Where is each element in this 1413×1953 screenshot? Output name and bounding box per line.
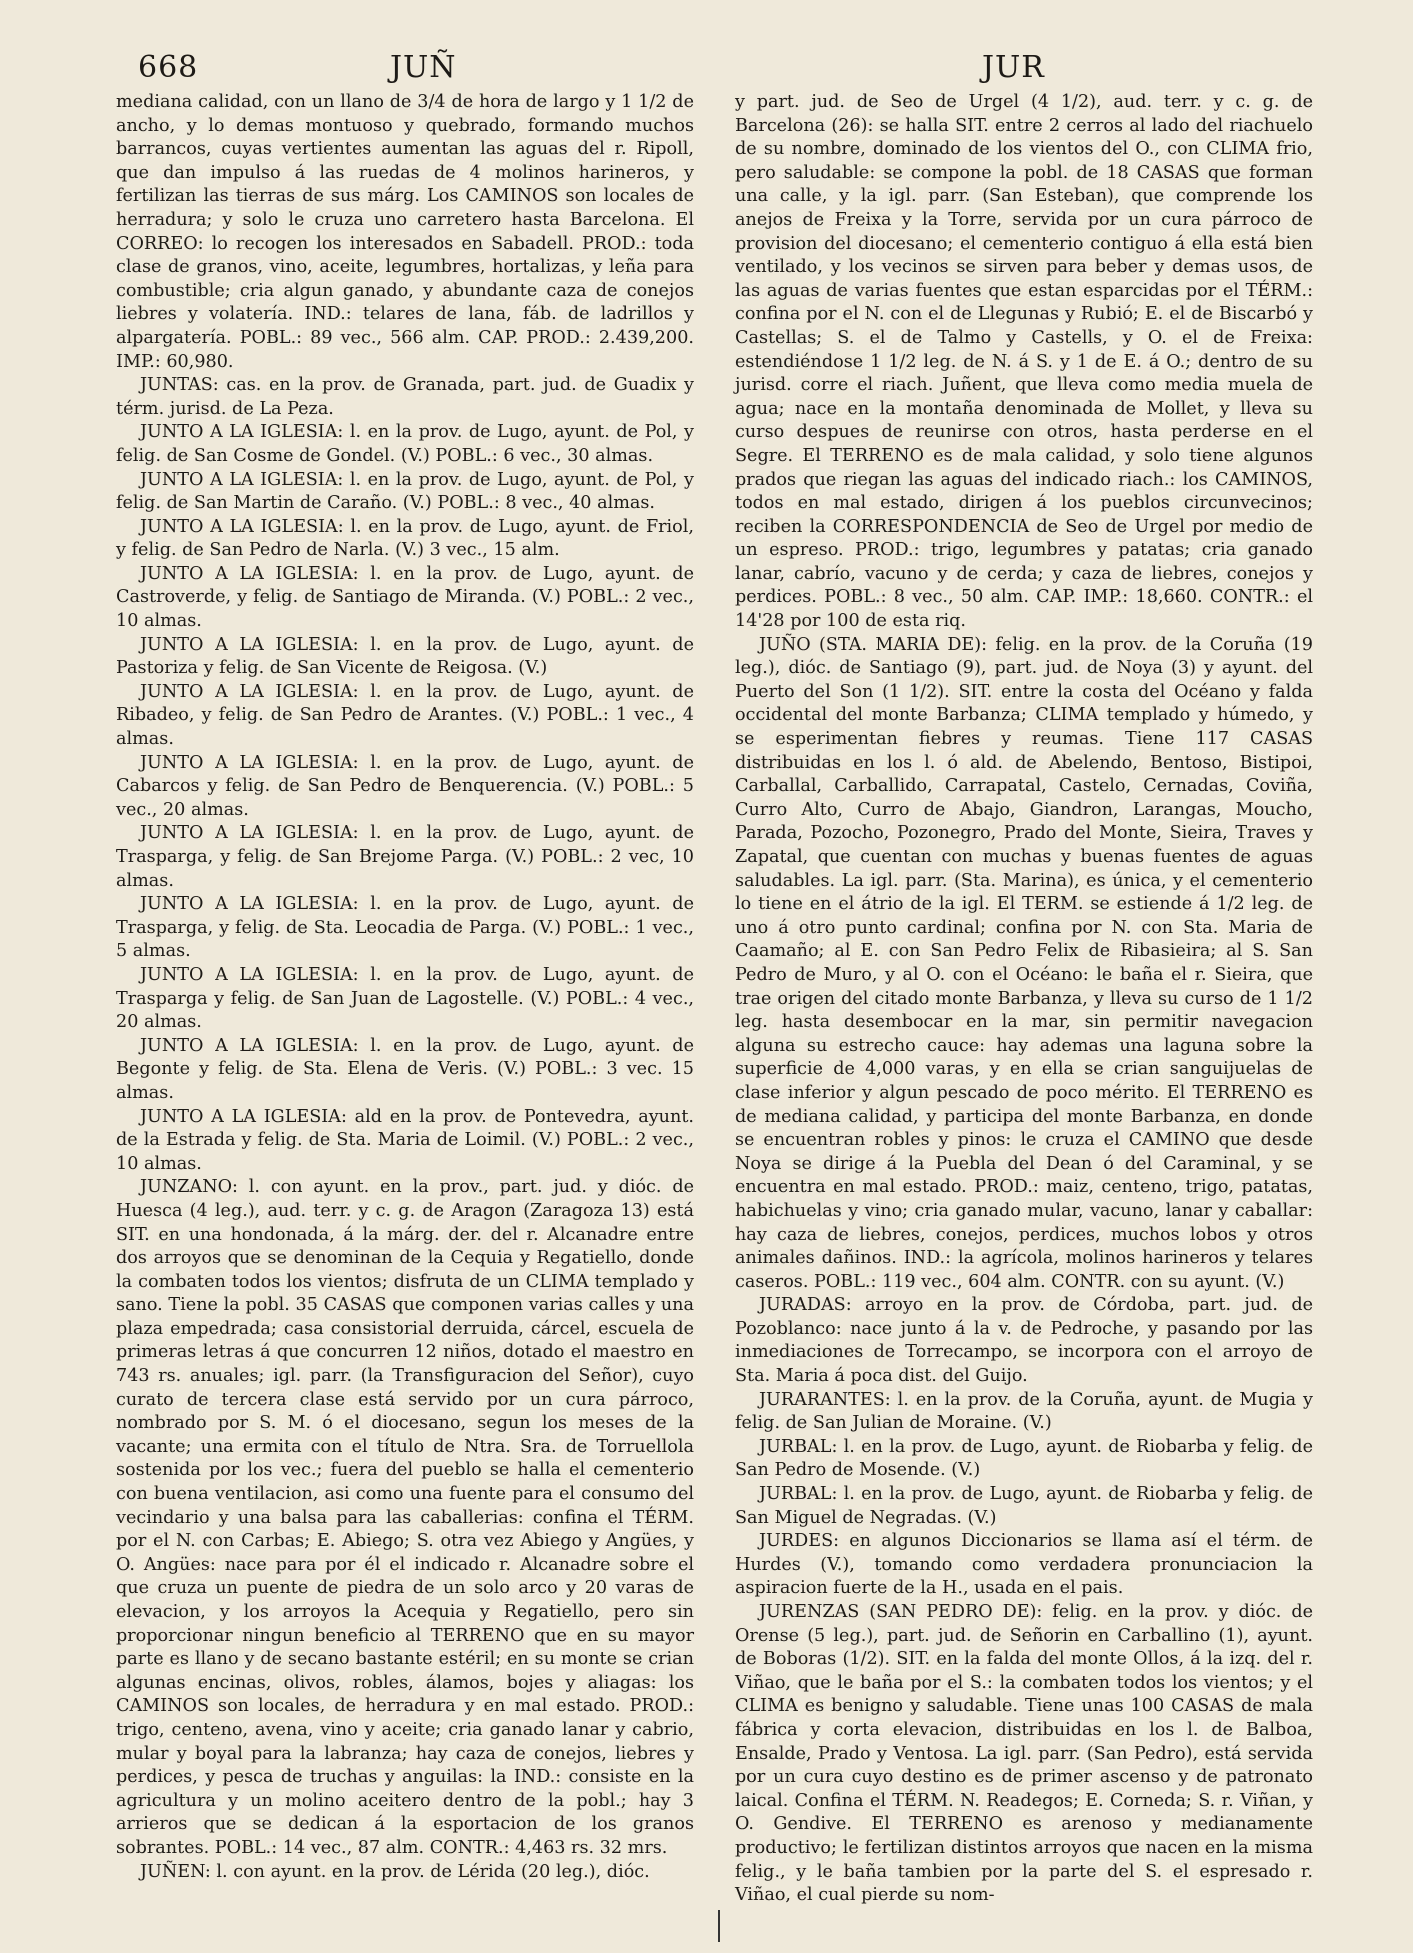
left-column — [116, 91, 694, 1884]
page-number: 668 — [138, 50, 199, 85]
entry: JUNTO A LA IGLESIA: l. en la prov. de Lugo, ayunt. de Friol, y felig. de San Pedro de Narla. (V.) 3 vec., 15 alm. — [116, 516, 694, 561]
entry: y part. jud. de Seo de Urgel (4 1/2), aud. terr. y c. g. de Barcelona (26): se halla SIT. entre 2 cerros al lado del riachuelo de su nombre, dominado de los vientos del O., con CLIMA frio, pero saludable: se compone la pobl. de 18 CASAS que forman una calle, y la igl. parr. (San Esteban), que comprende los anejos de Freixa y la Torre, servida por un cura párroco de provision del diocesano; el cementerio contiguo á ella está bien ventilado, y los vecinos se sirven para beber y demas usos, de las aguas de varias fuentes que estan esparcidas por el TÉRM.: confina por el N. con el de Llegunas y Rubió; E. el de Biscarbó y Castellas; S. el de Talmo y Castells, y O. el de Freixa: estendiéndose 1 1/2 leg. de N. á S. y 1 de E. á O.; dentro de su jurisd. corre el riach. Juñent, que lleva como media muela de agua; nace en la montaña denominada de Mollet, y lleva su curso despues de reunirse con otros, hasta perderse en el Segre. El TERRENO es de mala calidad, y solo tiene algunos prados que riegan las aguas del indicado riach.: los CAMINOS, todos en mal estado, dirigen á los pueblos circunvecinos; reciben la CORRESPONDENCIA de Seo de Urgel por medio de un espreso. PROD.: trigo, legumbres y patatas; cria ganado lanar, cabrío, vacuno y de cerda; y caza de liebres, conejos y perdices. POBL.: 8 vec., 50 alm. CAP. IMP.: 18,660. CONTR.: el 14'28 por 100 de esta riq. — [735, 92, 1313, 632]
entry: JUNTO A LA IGLESIA: l. en la prov. de Lugo, ayunt. de Begonte y felig. de Sta. Elena de Veris. (V.) POBL.: 3 vec. 15 almas. — [116, 1035, 694, 1103]
entry: JURARANTES: l. en la prov. de la Coruña, ayunt. de Mugia y felig. de San Julian de Moraine. (V.) — [735, 1389, 1313, 1434]
entry: JURENZAS (SAN PEDRO DE): felig. en la prov. y dióc. de Orense (5 leg.), part. jud. de Señorin en Carballino (1), ayunt. de Boboras (1/2). SIT. en la falda del monte Ollos, á la izq. del r. Viñao, que le baña por el S.: la combaten todos los vientos; y el CLIMA es benigno y saludable. Tiene unas 100 CASAS de mala fábrica y corta elevacion, distribuidas en los l. de Balboa, Ensalde, Prado y Ventosa. La igl. parr. (San Pedro), está servida por un cura cuyo destino es de primer ascenso y de patronato laical. Confina el TÉRM. N. Readegos; E. Corneda; S. r. Viñan, y O. Gendive. El TERRENO es arenoso y medianamente productivo; le fertilizan distintos arroyos que nacen en la misma felig., y le baña tambien por la parte del S. el espresado r. Viñao, el cual pierde su nom- — [735, 1602, 1313, 1906]
entry: JUNTO A LA IGLESIA: l. en la prov. de Lugo, ayunt. de Pastoriza y felig. de San Vicente de Reigosa. (V.) — [116, 634, 694, 679]
entry: JURADAS: arroyo en la prov. de Córdoba, part. jud. de Pozoblanco: nace junto á la v. de Pedroche, y pasando por las inmediaciones de Torrecampo, se incorpora con el arroyo de Sta. Maria á poca dist. del Guijo. — [735, 1295, 1313, 1387]
entry: JUNTO A LA IGLESIA: l. en la prov. de Lugo, ayunt. de Trasparga, y felig. de San Brejome Parga. (V.) POBL.: 2 vec, 10 almas. — [116, 823, 694, 891]
right-column — [735, 91, 1313, 1908]
entry: JUNTO A LA IGLESIA: ald en la prov. de Pontevedra, ayunt. de la Estrada y felig. de Sta. Maria de Loimil. (V.) POBL.: 2 vec., 10 almas. — [116, 1106, 694, 1174]
left-running-head: JUÑ — [390, 50, 457, 85]
entry: JUNZANO: l. con ayunt. en la prov., part. jud. y dióc. de Huesca (4 leg.), aud. terr. y c. g. de Aragon (Zaragoza 13) está SIT. en una hondonada, á la márg. der. del r. Alcanadre entre dos arroyos que se denominan de la Cequia y Regatiello, donde la combaten todos los vientos; disfruta de un CLIMA templado y sano. Tiene la pobl. 35 CASAS que componen varias calles y una plaza empedrada; casa consistorial derruida, cárcel, escuela de primeras letras á que concurren 12 niños, dotado el maestro en 743 rs. anuales; igl. parr. (la Transfiguracion del Señor), cuyo curato de tercera clase está servido por un cura párroco, nombrado por S. M. ó el diocesano, segun los meses de la vacante; una ermita con el título de Ntra. Sra. de Torruellola sostenida por los vec.; fuera del pueblo se halla el cementerio con buena ventilacion, asi como una fuente para el consumo del vecindario y una balsa para las caballerias: confina el TÉRM. por el N. con Carbas; E. Abiego; S. otra vez Abiego y Angües, y O. Angües: nace para por él el indicado r. Alcanadre sobre el que cruza un puente de piedra de un solo arco y 20 varas de elevacion, y los arroyos la Acequia y Regatiello, pero sin proporcionar ningun beneficio al TERRENO que en su mayor parte es llano y de secano bastante estéril; en su monte se crian algunas encinas, olivos, robles, álamos, bojes y aliagas: los CAMINOS son locales, de herradura y en mal estado. PROD.: trigo, centeno, avena, vino y aceite; cria ganado lanar y cabrio, mular y boyal para la labranza; hay caza de conejos, liebres y perdices, y pesca de truchas y anguilas: la IND.: consiste en la agricultura y un molino aceitero dentro de la pobl.; hay 3 arrieros que se dedican á la esportacion de los granos sobrantes. POBL.: 14 vec., 87 alm. CONTR.: 4,463 rs. 32 mrs. — [116, 1177, 694, 1858]
entry: JUÑEN: l. con ayunt. en la prov. de Lérida (20 leg.), dióc. — [140, 1861, 650, 1882]
entry: JUNTO A LA IGLESIA: l. en la prov. de Lugo, ayunt. de Ribadeo, y felig. de San Pedro de Arantes. (V.) POBL.: 1 vec., 4 almas. — [116, 681, 694, 750]
entry: JUNTO A LA IGLESIA: l. en la prov. de Lugo, ayunt. de Cabarcos y felig. de San Pedro de Benquerencia. (V.) POBL.: 5 vec., 20 almas. — [116, 752, 694, 820]
entry: JURBAL: l. en la prov. de Lugo, ayunt. de Riobarba y felig. de San Miguel de Negradas. (V.) — [735, 1484, 1313, 1528]
column-divider — [718, 1910, 720, 1942]
entry: JURDES: en algunos Diccionarios se llama así el térm. de Hurdes (V.), tomando como verdadera pronunciacion la aspiracion fuerte de la H., usada en el pais. — [735, 1531, 1313, 1599]
entry: mediana calidad, con un llano de 3/4 de hora de largo y 1 1/2 de ancho, y lo demas montuoso y quebrado, formando muchos barrancos, cuyas vertientes aumentan las aguas del r. Ripoll, que dan impulso á las ruedas de 4 molinos harineros, y fertilizan las tierras de sus márg. Los CAMINOS son locales de herradura; y solo le cruza uno carretero hasta Barcelona. El CORREO: lo recogen los interesados en Sabadell. PROD.: toda clase de granos, vino, aceite, legumbres, hortalizas, y leña para combustible; cria algun ganado, y abundante caza de conejos liebres y volatería. IND.: telares de lana, fáb. de ladrillos y alpargatería. POBL.: 89 vec., 566 alm. CAP. PROD.: 2.439,200. IMP.: 60,980. — [116, 92, 694, 372]
right-running-head: JUR — [982, 50, 1045, 85]
entry: JUNTO A LA IGLESIA: l. en la prov. de Lugo, ayunt. de Pol, y felig. de San Martin de Caraño. (V.) POBL.: 8 vec., 40 almas. — [116, 469, 694, 514]
entry: JUNTAS: cas. en la prov. de Granada, part. jud. de Guadix y térm. jurisd. de La Peza. — [116, 375, 694, 419]
entry: JUNTO A LA IGLESIA: l. en la prov. de Lugo, ayunt. de Pol, y felig. de San Cosme de Gondel. (V.) POBL.: 6 vec., 30 almas. — [116, 422, 694, 466]
entry: JURBAL: l. en la prov. de Lugo, ayunt. de Riobarba y felig. de San Pedro de Mosende. (V.) — [735, 1436, 1313, 1481]
entry: JUÑO (STA. MARIA DE): felig. en la prov. de la Coruña (19 leg.), dióc. de Santiago (9), part. jud. de Noya (3) y ayunt. del Puerto del Son (1 1/2). SIT. entre la costa del Océano y falda occidental del monte Barbanza; CLIMA templado y húmedo, y se esperimentan fiebres y reumas. Tiene 117 CASAS distribuidas en los l. ó ald. de Abelendo, Bentoso, Bistipoi, Carballal, Carballido, Carrapatal, Castelo, Cernadas, Coviña, Curro Alto, Curro de Abajo, Giandron, Larangas, Moucho, Parada, Pozocho, Pozonegro, Prado del Monte, Sieira, Traves y Zapatal, que cuentan con muchas y buenas fuentes de aguas saludables. La igl. parr. (Sta. Marina), es única, y el cementerio lo tiene en el átrio de la igl. El TERM. se estiende á 1/2 leg. de uno á otro punto cardinal; confina por N. con Sta. Maria de Caamaño; al E. con San Pedro Felix de Ribasieira; al S. San Pedro de Muro, y al O. con el Océano: le baña el r. Sieira, que trae origen del citado monte Barbanza, y lleva su curso de 1 1/2 leg. hasta desembocar en la mar, sin permitir navegacion alguna su estrecho cauce: hay ademas una laguna sobre la superficie de 4,000 varas, y en ella se crian sanguijuelas de clase inferior y algun pescado de poco mérito. El TERRENO es de mediana calidad, y participa del monte Barbanza, en donde se encuentran robles y pinos: le cruza el CAMINO que desde Noya se dirige á la Puebla del Dean ó del Caraminal, y se encuentra en mal estado. PROD.: maiz, centeno, trigo, patatas, habichuelas y vino; cria ganado mular, vacuno, lanar y caballar: hay caza de liebres, conejos, perdices, muchos lobos y otros animales dañinos. IND.: la agrícola, molinos harineros y telares caseros. POBL.: 119 vec., 604 alm. CONTR. con su ayunt. (V.) — [735, 634, 1313, 1292]
entry: JUNTO A LA IGLESIA: l. en la prov. de Lugo, ayunt. de Trasparga y felig. de San Juan de Lagostelle. (V.) POBL.: 4 vec., 20 almas. — [116, 964, 694, 1033]
entry: JUNTO A LA IGLESIA: l. en la prov. de Lugo, ayunt. de Castroverde, y felig. de Santiago de Miranda. (V.) POBL.: 2 vec., 10 almas. — [116, 563, 694, 632]
entry: JUNTO A LA IGLESIA: l. en la prov. de Lugo, ayunt. de Trasparga, y felig. de Sta. Leocadia de Parga. (V.) POBL.: 1 vec., 5 almas. — [116, 894, 694, 962]
